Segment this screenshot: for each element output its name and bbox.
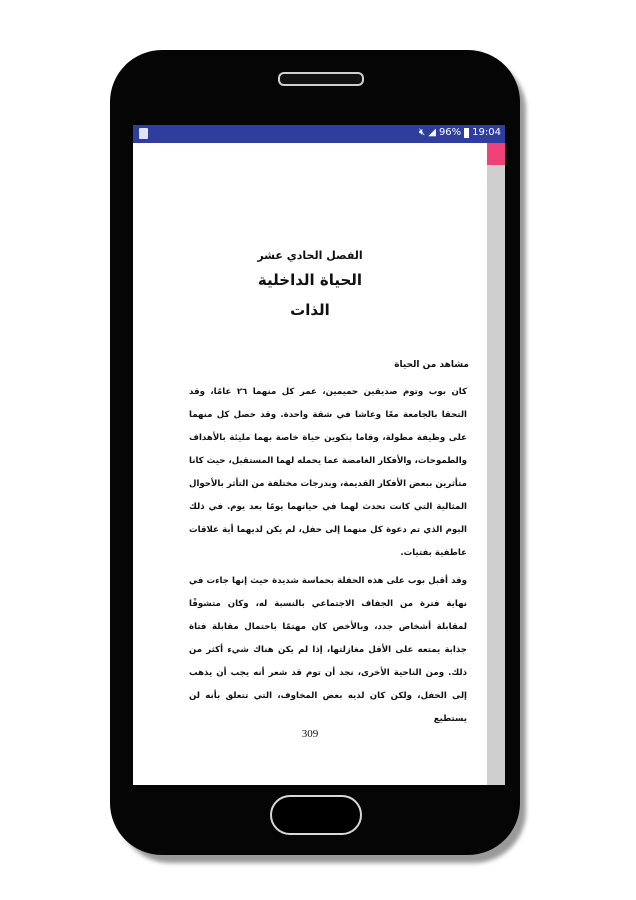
phone-screen: [133, 125, 505, 785]
chapter-heading: الفصل الحادي عشر: [257, 249, 363, 262]
battery-icon: [464, 128, 469, 138]
paragraph: كان بوب وتوم صديقين حميمين، عمر كل منهما ٢٦ عامًا، وقد التحقا بالجامعة معًا وعاشا في شقة واحدة. وقد حصل كل منهما على وظيفة مطولة، وقاما بتكوين حياة خاصة بهما مليئة بالأهداف والطموحات، والأفكار الغامضة عما يحمله لهما المستقبل، حيث كانا متأثرين ببعض الأفكار القديمة، وبدرجات مختلفة من التأثر بالأحوال المثالية التي كانت تحدث لهما في حياتهما يومًا بعد يوم. في ذلك اليوم الذي تم دعوة كل منهما إلى حفل، لم يكن لديهما أية علاقات عاطفية بفتيات.: [189, 387, 468, 558]
paragraph: وقد أقبل بوب على هذه الحفلة بحماسة شديدة حيث إنها جاءت في نهاية فترة من الجفاف الاجتماعي بالنسبة له، وكان متشوقًا لمقابلة أشخاص جدد، وبالأخص كان مهتمًا باحتمال مقابلة فتاة جذابة يمتعه على الأقل مغازلتها، إذا لم يكن هناك شيء أكثر من ذلك. ومن الناحية الأخرى، نجد أن توم قد شعر أنه يجب أن يذهب إلى الحفل، ولكن كان لديه بعض المخاوف، التي تتعلق بأنه لن يستطيع: [189, 576, 467, 724]
clock: 19:04: [472, 127, 501, 138]
mute-icon: 🔇︎: [418, 127, 426, 138]
home-button[interactable]: [270, 795, 362, 835]
scrollbar[interactable]: [487, 143, 505, 785]
chapter-subtitle: الذات: [290, 301, 330, 319]
page-number: 309: [301, 728, 319, 740]
signal-icon: ◢: [428, 127, 436, 138]
phone-speaker: [278, 72, 364, 86]
book-page: [133, 143, 487, 785]
chapter-title: الحياة الداخلية: [257, 271, 363, 289]
status-bar: [133, 125, 505, 143]
section-heading: مشاهد من الحياة: [394, 360, 469, 370]
scrollbar-thumb[interactable]: [487, 143, 505, 165]
notification-image-icon: [139, 128, 148, 139]
battery-percent: 96%: [438, 127, 462, 138]
